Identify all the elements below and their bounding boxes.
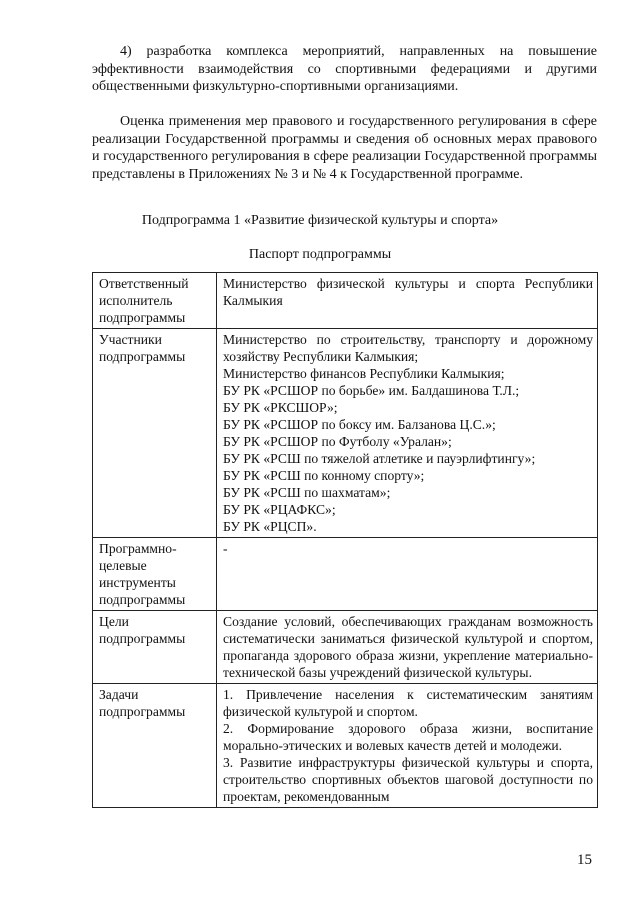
- passport-title: Паспорт подпрограммы: [248, 247, 392, 262]
- table-row: [93, 538, 598, 611]
- row-content-goals: Создание условий, обеспечивающих гражданам возможность систематически заниматься физической культурой и спортом, пропаганда здорового образа жизни, укрепление материально-технической базы учреждений физической культуры.: [217, 611, 598, 684]
- table-row: [93, 329, 598, 538]
- row-label-instruments: Программно-целевые инструменты подпрограммы: [93, 538, 217, 611]
- row-label-tasks: Задачи подпрограммы: [93, 684, 217, 808]
- participant-item: БУ РК «РЦАФКС»;: [223, 502, 336, 517]
- participant-item: БУ РК «РСШ по конному спорту»;: [223, 468, 425, 483]
- passport-table: [92, 272, 598, 808]
- task-item: 1. Привлечение населения к систематическим занятиям физической культурой и спортом.: [223, 687, 593, 719]
- row-content-tasks: [217, 684, 598, 808]
- participant-item: Министерство по строительству, транспорту и дорожному хозяйству Республики Калмыкия;: [223, 332, 593, 364]
- table-row: [93, 273, 598, 329]
- participant-item: БУ РК «РСШ по шахматам»;: [223, 485, 391, 500]
- task-item: 3. Развитие инфраструктуры физической культуры и спорта, строительство спортивных объектов шаговой доступности по проектам, рекомендованным: [223, 755, 593, 804]
- participant-item: БУ РК «РЦСП».: [223, 519, 317, 534]
- row-content-responsible: Министерство физической культуры и спорта Республики Калмыкия: [217, 273, 598, 329]
- table-row: [93, 684, 598, 808]
- participant-item: БУ РК «РСШОР по борьбе» им. Балдашинова Т.Л.;: [223, 383, 520, 398]
- paragraph-item-4: 4) разработка комплекса мероприятий, направленных на повышение эффективности взаимодействия со спортивными федерациями и другими общественными физкультурно-спортивными организациями.: [92, 44, 597, 94]
- row-label-goals: Цели подпрограммы: [93, 611, 217, 684]
- participant-item: Министерство финансов Республики Калмыкия;: [223, 366, 505, 381]
- row-content-instruments: -: [217, 538, 598, 611]
- participant-item: БУ РК «РКСШОР»;: [223, 400, 338, 415]
- row-label-participants: Участники подпрограммы: [93, 329, 217, 538]
- participant-item: БУ РК «РСШОР по боксу им. Балзанова Ц.С.»;: [223, 417, 496, 432]
- subprogram-title: Подпрограмма 1 «Развитие физической культуры и спорта»: [141, 213, 499, 228]
- paragraph-assessment: Оценка применения мер правового и государственного регулирования в сфере реализации Государственной программы и сведения об основных мерах правового и государственного регулирования в сфере реализации Государственной программы представлены в Приложениях № 3 и № 4 к Государственной программе.: [92, 114, 597, 182]
- participant-item: БУ РК «РСШОР по Футболу «Уралан»;: [223, 434, 452, 449]
- row-label-responsible: Ответственный исполнитель подпрограммы: [93, 273, 217, 329]
- participant-item: БУ РК «РСШ по тяжелой атлетике и пауэрлифтингу»;: [223, 451, 536, 466]
- page-number: 15: [577, 852, 592, 868]
- task-item: 2. Формирование здорового образа жизни, воспитание морально-этических и волевых качеств детей и молодежи.: [223, 721, 593, 753]
- table-row: [93, 611, 598, 684]
- row-content-participants: [217, 329, 598, 538]
